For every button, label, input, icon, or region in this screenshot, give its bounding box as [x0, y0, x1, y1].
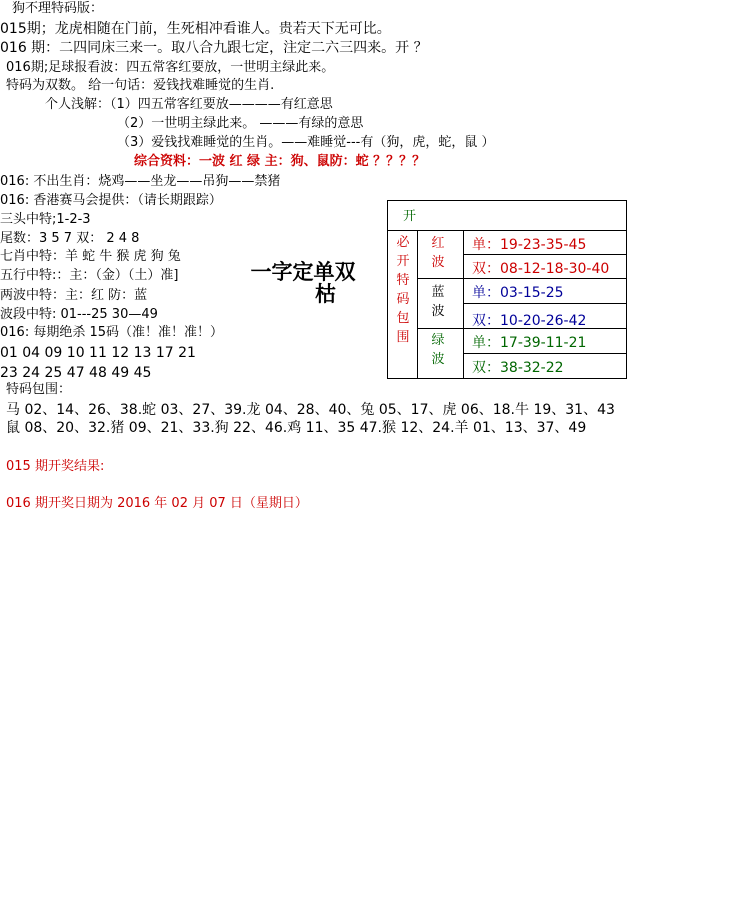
zodiac-title: 特码包围： — [6, 382, 72, 397]
slogan-line1: 一字定单双 — [250, 260, 356, 284]
zodiac-row1: 马 02、14、26、38.蛇 03、27、39.龙 04、28、40、兔 05、17、虎 06、18.牛 19、31、43 — [6, 402, 615, 418]
period-015-riddle: 015期；龙虎相随在门前，生死相冲看谁人。贵若天下无可比。 — [0, 21, 391, 37]
red-even-row: 双：08-12-18-30-40 — [464, 255, 626, 279]
blue-wave-group — [418, 279, 464, 329]
table-header-label: 开 — [403, 209, 417, 224]
green-wave-group — [418, 329, 464, 378]
result-label: 015 期开奖结果: — [6, 459, 105, 474]
green-even-row: 双：38-32-22 — [472, 360, 564, 376]
head-numbers: 三头中特;1-2-3 — [0, 212, 91, 227]
slogan-line2: 枯 — [315, 282, 336, 306]
green-odd-numbers: 17-39-11-21 — [500, 335, 587, 351]
red-even-numbers: 08-12-18-30-40 — [500, 261, 610, 277]
page-title: 狗不理特码版： — [12, 1, 104, 16]
red-odd-numbers: 19-23-35-45 — [500, 237, 587, 253]
kill-15-title: 016: 每期绝杀 15码（准！准！准！） — [0, 325, 223, 340]
red-wave-group — [418, 231, 464, 279]
red-odd-row: 单：19-23-35-45 — [464, 231, 626, 255]
football-wave-line: 016期;足球报看波：四五常客红要放，一世明主绿此来。 — [6, 60, 335, 75]
prediction-table — [387, 200, 627, 379]
draw-date: 016 期开奖日期为 2016 年 02 月 07 日（星期日） — [6, 496, 308, 511]
interpretation-2: （2）一世明主绿此来。 ———有绿的意思 — [117, 116, 364, 131]
green-even-numbers: 38-32-22 — [500, 360, 564, 376]
period-016-riddle: 016 期：二四同床三来一。取八合九跟七定，注定二六三四来。开 ？ — [0, 40, 428, 56]
blue-odd-numbers: 03-15-25 — [500, 285, 564, 301]
side-label: 必 开 特 码 包 围 — [396, 235, 410, 345]
blue-even-numbers: 10-20-26-42 — [500, 313, 587, 329]
interpretation-1: 个人浅解：（1）四五常客红要放————有红意思 — [45, 97, 333, 112]
table-header — [388, 201, 626, 231]
combined-info: 综合资料：一波 红 绿 主：狗、鼠防：蛇 ？？？？ — [134, 154, 426, 169]
zodiac-row2: 鼠 08、20、32.猪 09、21、33.狗 22、46.鸡 11、35 47.猴 12、24.羊 01、13、37、49 — [6, 420, 587, 436]
blue-odd-row: 单：03-15-25 — [464, 279, 626, 304]
two-waves: 两波中特：主：红 防：蓝 — [0, 288, 148, 303]
red-wave-label: 红 波 — [431, 236, 445, 270]
green-wave-label: 绿 波 — [431, 333, 445, 367]
jockey-club-line: 016: 香港赛马会提供：（请长期跟踪） — [0, 193, 222, 208]
seven-zodiac: 七肖中特：羊 蛇 牛 猴 虎 狗 兔 — [0, 249, 181, 264]
blue-wave-label: 蓝 波 — [431, 285, 445, 319]
excluded-zodiac: 016: 不出生肖：烧鸡——坐龙——吊狗——禁猪 — [0, 174, 281, 189]
kill-numbers-row2: 23 24 25 47 48 49 45 — [0, 365, 152, 381]
special-hint-line: 特码为双数。 给一句话：爱钱找难睡觉的生肖. — [6, 78, 275, 93]
tail-numbers: 尾数：3 5 7 双： 2 4 8 — [0, 231, 140, 246]
kill-numbers-row1: 01 04 09 10 11 12 13 17 21 — [0, 345, 196, 361]
blue-even-row: 双：10-20-26-42 — [464, 304, 626, 329]
side-label-column — [388, 231, 418, 378]
wave-range: 波段中特: 01---25 30—49 — [0, 307, 158, 322]
green-odd-row: 单：17-39-11-21 — [464, 329, 626, 354]
interpretation-3: （3）爱钱找难睡觉的生肖。——难睡觉---有（狗，虎，蛇，鼠 ） — [117, 135, 495, 150]
five-elements: 五行中特:：主：（金）（土）准] — [0, 268, 179, 283]
